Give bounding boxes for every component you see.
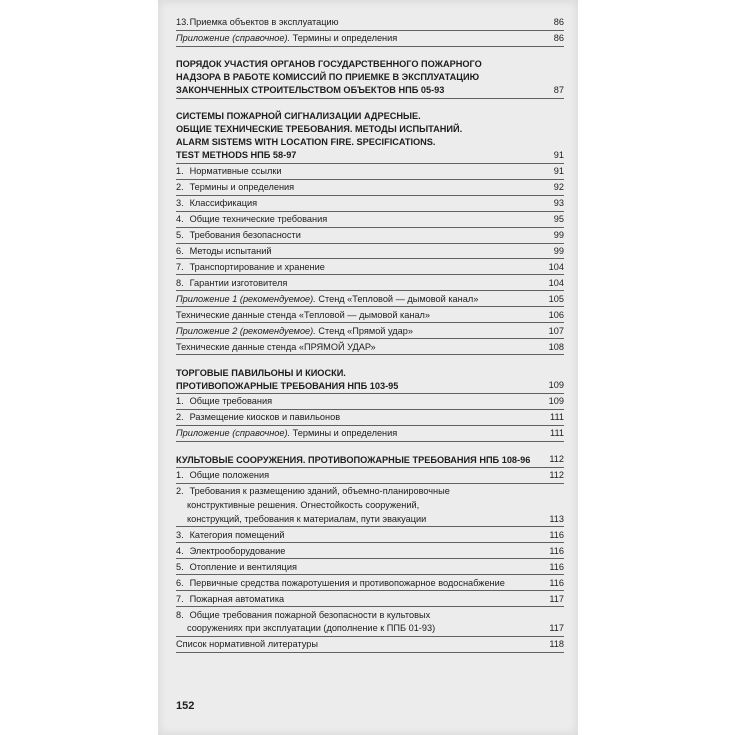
toc-entry[interactable]: 3. Категория помещений 116: [176, 529, 564, 544]
toc-entry[interactable]: 2. Термины и определения 92: [176, 181, 564, 196]
toc-page-number: 92: [553, 181, 564, 192]
toc-section-heading[interactable]: ТОРГОВЫЕ ПАВИЛЬОНЫ И КИОСКИ. ПРОТИВОПОЖАРНЫЕ ТРЕБОВАНИЯ НПБ 103-95 109: [176, 367, 564, 394]
toc-entry[interactable]: 7. Пожарная автоматика 117: [176, 593, 564, 608]
toc-entry[interactable]: 4. Общие технические требования 95: [176, 213, 564, 228]
toc-page-number: 116: [549, 561, 564, 572]
toc-entry[interactable]: Технические данные стенда «ПРЯМОЙ УДАР» 108: [176, 341, 564, 356]
toc-entry[interactable]: 7. Транспортирование и хранение 104: [176, 261, 564, 276]
toc-appendix-entry[interactable]: Приложение (справочное). Термины и определения 111: [176, 427, 564, 442]
toc-page-number: 109: [548, 396, 564, 407]
toc-page-number: 86: [553, 32, 564, 43]
toc-page-number: 99: [553, 229, 564, 240]
toc-page-number: 109: [548, 380, 564, 391]
toc-entry[interactable]: 5. Требования безопасности 99: [176, 229, 564, 244]
toc-entry[interactable]: 1. Общие положения 112: [176, 469, 564, 484]
toc-entry-title: Приемка объектов в эксплуатацию: [189, 17, 339, 27]
toc-entry[interactable]: 8. Общие требования пожарной безопасности в культовых сооружениях при эксплуатации (дополнение к ППБ 01-93) 117: [176, 609, 564, 638]
toc-entry[interactable]: 1. Общие требования 109: [176, 395, 564, 410]
toc-page-number: 99: [553, 245, 564, 256]
toc-entry[interactable]: 1. Нормативные ссылки 91: [176, 165, 564, 180]
toc-page-number: 116: [549, 545, 564, 556]
toc-page-number: 104: [548, 261, 564, 272]
toc-entry[interactable]: Технические данные стенда «Тепловой — дымовой канал» 106: [176, 309, 564, 324]
toc-page-number: 95: [553, 213, 564, 224]
toc-entry[interactable]: 6. Методы испытаний 99: [176, 245, 564, 260]
toc-page-number: 104: [548, 277, 564, 288]
toc-page-number: 112: [549, 470, 564, 481]
toc-page-number: 117: [549, 623, 564, 634]
toc-entry[interactable]: 13. Приемка объектов в эксплуатацию 86: [176, 16, 564, 31]
toc-section-heading[interactable]: КУЛЬТОВЫЕ СООРУЖЕНИЯ. ПРОТИВОПОЖАРНЫЕ ТРЕБОВАНИЯ НПБ 108-96 112: [176, 453, 564, 468]
toc-appendix-entry[interactable]: Приложение 2 (рекомендуемое). Стенд «Прямой удар» 107: [176, 325, 564, 340]
toc-page-number: 112: [549, 454, 564, 465]
toc-section-heading[interactable]: ПОРЯДОК УЧАСТИЯ ОРГАНОВ ГОСУДАРСТВЕННОГО ПОЖАРНОГО НАДЗОРА В РАБОТЕ КОМИССИЙ ПО ПРИЕМКЕ В ЭКСПЛУАТАЦИЮ ЗАКОНЧЕННЫХ СТРОИТЕЛЬСТВОМ ОБЪЕКТОВ НПБ 05-93 87: [176, 58, 564, 99]
page-number: 152: [176, 700, 195, 712]
toc-entry[interactable]: 3. Классификация 93: [176, 197, 564, 212]
toc-page-number: 91: [553, 149, 564, 160]
toc-page-number: 86: [553, 17, 564, 27]
toc-page-number: 93: [553, 197, 564, 208]
toc-page-number: 108: [548, 341, 564, 352]
toc-section-heading[interactable]: СИСТЕМЫ ПОЖАРНОЙ СИГНАЛИЗАЦИИ АДРЕСНЫЕ. ОБЩИЕ ТЕХНИЧЕСКИЕ ТРЕБОВАНИЯ. МЕТОДЫ ИСПЫТАНИЙ. ALARM SISTEMS WITH LOCATION FIRE. SPECIFICATIONS. TEST METHODS НПБ 58-97 91: [176, 110, 564, 164]
book-page: [158, 0, 578, 735]
toc-page-number: 113: [549, 513, 564, 524]
toc-page-number: 116: [549, 577, 564, 588]
toc-page-number: 111: [550, 412, 564, 423]
toc-page-number: 107: [548, 325, 564, 336]
toc-entry[interactable]: 8. Гарантии изготовителя 104: [176, 277, 564, 292]
toc-page-number: 106: [548, 309, 564, 320]
toc-page-number: 105: [548, 293, 564, 304]
toc-page-number: 91: [553, 165, 564, 176]
toc-appendix-entry[interactable]: Приложение 1 (рекомендуемое). Стенд «Тепловой — дымовой канал» 105: [176, 293, 564, 308]
table-of-contents: [176, 16, 564, 654]
toc-entry[interactable]: Список нормативной литературы 118: [176, 638, 564, 653]
toc-page-number: 87: [553, 84, 564, 95]
toc-entry[interactable]: 4. Электрооборудование 116: [176, 545, 564, 560]
toc-entry[interactable]: 2. Требования к размещению зданий, объемно-планировочные конструктивные решения. Огнестойкость сооружений, конструкций, требования к материалам, пути эвакуации 113: [176, 485, 564, 527]
toc-entry[interactable]: 6. Первичные средства пожаротушения и противопожарное водоснабжение 116: [176, 577, 564, 592]
toc-page-number: 111: [550, 428, 564, 439]
toc-page-number: 117: [549, 593, 564, 604]
toc-appendix-entry[interactable]: Приложение (справочное). Термины и определения 86: [176, 32, 564, 47]
toc-entry[interactable]: 5. Отопление и вентиляция 116: [176, 561, 564, 576]
toc-page-number: 118: [549, 639, 564, 650]
toc-entry[interactable]: 2. Размещение киосков и павильонов 111: [176, 411, 564, 426]
toc-page-number: 116: [549, 529, 564, 540]
